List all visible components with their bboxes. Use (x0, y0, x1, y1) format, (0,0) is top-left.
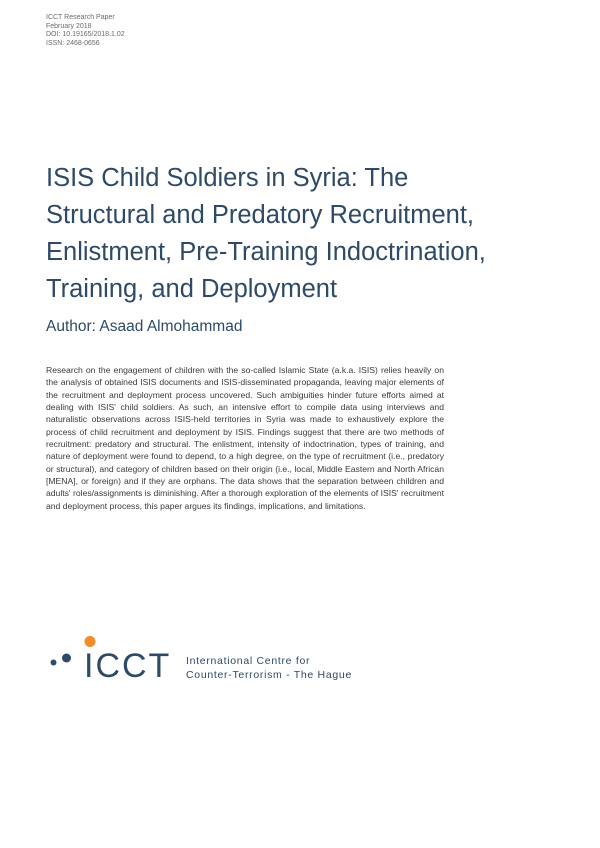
title-line: Training, and Deployment (46, 275, 338, 303)
document-metadata (46, 14, 125, 48)
series-label: ICCT Research Paper (46, 14, 115, 21)
abstract: Research on the engagement of children with the so-called Islamic State (a.k.a. ISIS) relies heavily on the analysis of obtained ISIS documents and ISIS-disseminated propaganda, leaving major elements of the recruitment and deployment process uncovered. Such ambiguities hinder future efforts aimed at dealing with ISIS' child soldiers. As such, an intensive effort to compile data using interviews and naturalistic observations across ISIS-held territories in Syria was made to exhaustively explore the process of child recruitment and deployment by ISIS. Findings suggest that there are two methods of recruitment: predatory and structural. The enlistment, intensity of indoctrination, types of training, and nature of deployment were found to depend, to a high degree, on the type of recruitment (i.e., predatory or structural), and category of children based on their origin (i.e., local, Middle Eastern and North African [MENA], or foreign) and if they are orphans. The data shows that the separation between children and adults' roles/assignments is diminishing. After a thorough exploration of the elements of ISIS' recruitment and deployment process, this paper argues its findings, implications, and limitations. (46, 365, 444, 511)
publication-date: February 2018 (46, 22, 92, 30)
doi: DOI: 10.19165/2018.1.02 (46, 31, 125, 39)
author-line: Author: Asaad Almohammad (46, 318, 243, 335)
paper-title (46, 160, 566, 308)
organization-name (186, 654, 352, 682)
icct-logo-mark (46, 632, 176, 682)
icct-logo (46, 632, 352, 682)
logo-wordmark: ICCT (84, 647, 172, 682)
org-line-2: Counter-Terrorism - The Hague (186, 669, 352, 681)
org-line-1: International Centre for (186, 655, 311, 667)
title-line: Enlistment, Pre-Training Indoctrination, (46, 238, 486, 266)
issn: ISSN: 2468-0656 (46, 39, 100, 47)
title-line: ISIS Child Soldiers in Syria: The (46, 164, 409, 192)
title-line: Structural and Predatory Recruitment, (46, 201, 475, 229)
